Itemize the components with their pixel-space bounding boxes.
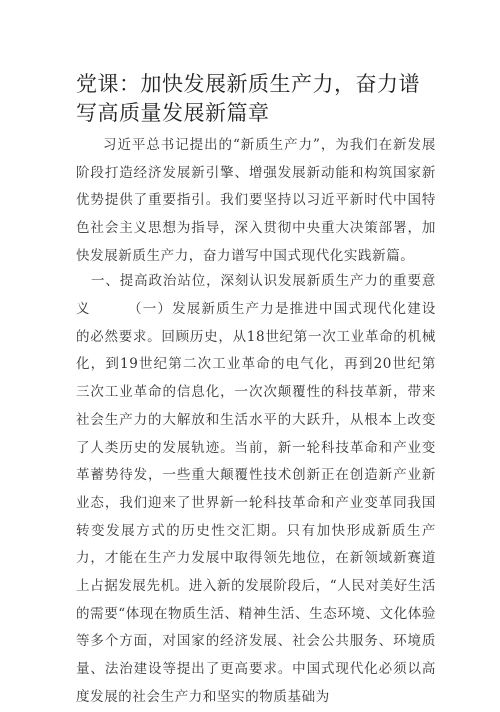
intro-paragraph: 习近平总书记提出的“新质生产力”，为我们在新发展阶段打造经济发展新引擎、增强发展新动能和构筑国家新优势提供了重要指引。我们要坚持以习近平新时代中国特色社会主义思想为指导，深入贯彻中央重大决策部署，加快发展新质生产力，奋力谱写中国式现代化实践新篇。 [76, 137, 436, 264]
subsection-paragraph: （一）发展新质生产力是推进中国式现代化建设的必然要求。回顾历史，从18世纪第一次工业革命的机械化，到19世纪第二次工业革命的电气化，再到20世纪第三次工业革命的信息化，一次次颠覆性的科技革新，带来社会生产力的大解放和生活水平的大跃升，从根本上改变了人类历史的发展轨迹。当前，新一轮科技革命和产业变革蓄势待发，一些重大颠覆性技术创新正在创造新产业新业态，我们迎来了世界新一轮科技革命和产业变革同我国转变发展方式的历史性交汇期。只有加快形成新质生产力，才能在生产力发展中取得领先地位，在新领域新赛道上占据发展先机。进入新的发展阶段后，“人民对美好生活的需要“体现在物质生活、精神生活、生态环境、文化体验等多个方面，对国家的经济发展、社会公共服务、环境质量、法治建设等提出了更高要求。中国式现代化必须以高度发展的社会生产力和坚实的物质基础为 [76, 301, 437, 705]
section-heading: 一、提高政治站位，深刻认识发展新质生产力的重要意义 [76, 273, 436, 317]
document-title: 党课：加快发展新质生产力，奋力谱写高质量发展新篇章 [76, 72, 420, 125]
